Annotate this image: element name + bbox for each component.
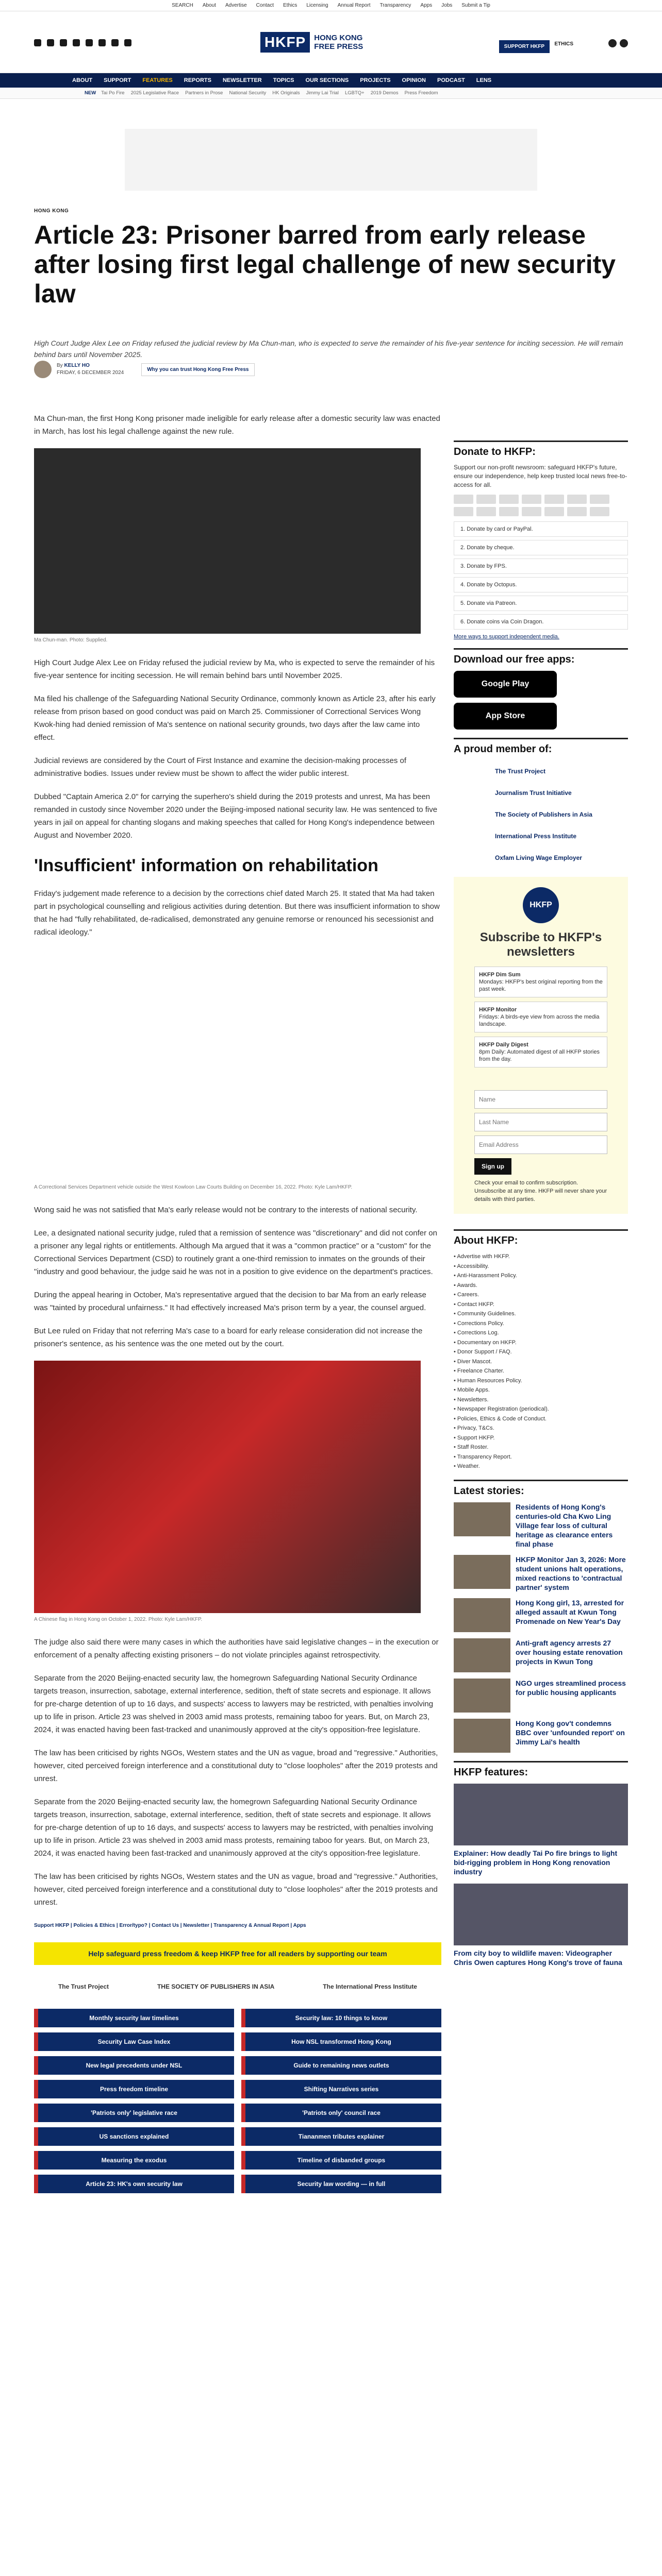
chinese-lang-icon[interactable] <box>608 39 617 47</box>
twitter-icon[interactable] <box>47 39 54 46</box>
app-store-button[interactable]: App Store <box>454 703 557 730</box>
story-thumbnail <box>454 1638 510 1672</box>
why-trust-link[interactable]: Why you can trust Hong Kong Free Press <box>141 363 254 376</box>
about-link[interactable]: • Privacy, T&Cs. <box>454 1423 628 1433</box>
guide-button[interactable]: Guide to remaining news outlets <box>241 2056 441 2075</box>
about-link[interactable]: • Weather. <box>454 1462 628 1471</box>
topbar-link[interactable]: SEARCH <box>172 3 193 8</box>
story-headline[interactable]: NGO urges streamlined process for public housing applicants <box>516 1679 626 1697</box>
trust-logo[interactable]: The International Press Institute <box>323 1983 417 1990</box>
paragraph: Lee, a designated national security judge, ruled that a remission of sentence was "discretionary" and did not confer on a prisoner any legal rights or entitlements. Although Ma argued that it was a "common practice" or a "custom" for the Correctional Services Department (CSD) to routinely grant a one-third remission to inmates on the grounds of their "industry and good behaviour, the judge said he was not in a position to give evidence on the department's practices. <box>34 1229 437 1276</box>
donate-option[interactable]: 2. Donate by cheque. <box>454 540 628 555</box>
youtube-icon[interactable] <box>86 39 93 46</box>
paragraph: Separate from the 2020 Beijing-enacted security law, the homegrown Safeguarding National Security Ordinance targets treason, insurrection, sabotage, external interference, sedition, theft of state secrets and espionage. It allows for pre-charge detention of up to 16 days, and suspects' access to lawyers may be restricted, with penalties involving up to life in prison. Article 23 was shelved in 2003 amid mass protests, remaining taboo for years. But, on March 23, 2024, it was enacted having been fast-tracked and unanimously approved at the city's opposition-free legislature. <box>34 1674 434 1734</box>
top-utility-bar <box>0 0 662 11</box>
donate-option[interactable]: 3. Donate by FPS. <box>454 558 628 574</box>
article-date: FRIDAY, 6 DECEMBER 2024 <box>57 370 124 376</box>
members-box <box>454 738 628 869</box>
about-link[interactable]: • Corrections Policy. <box>454 1319 628 1329</box>
feature-headline[interactable]: From city boy to wildlife maven: Videographer Chris Owen captures Hong Kong's trove of fauna <box>454 1948 622 1967</box>
hkfp-badge: HKFP <box>523 887 559 923</box>
paragraph: But Lee ruled on Friday that not referring Ma's case to a board for early release consideration did not increase the prisoner's sentence, as his sentence was the one meted out by the court. <box>34 1327 423 1348</box>
security-law-guide <box>34 2009 441 2193</box>
ad-slot <box>125 129 537 191</box>
donate-option[interactable]: 1. Donate by card or PayPal. <box>454 521 628 537</box>
guide-button[interactable]: 'Patriots only' council race <box>241 2104 441 2122</box>
about-link[interactable]: • Careers. <box>454 1290 628 1300</box>
topbar-link[interactable]: Advertise <box>225 3 247 8</box>
donate-box <box>454 440 628 640</box>
member-logo[interactable]: International Press Institute <box>495 833 577 840</box>
site-logo[interactable] <box>260 32 363 53</box>
story-thumbnail <box>454 1555 510 1589</box>
ethics-link[interactable]: ETHICS <box>554 41 573 47</box>
nav-item[interactable]: OPINION <box>402 77 426 83</box>
nav-item[interactable]: REPORTS <box>184 77 211 83</box>
latest-story[interactable] <box>454 1719 628 1753</box>
nav-item[interactable]: OUR SECTIONS <box>305 77 349 83</box>
story-headline[interactable]: Anti-graft agency arrests 27 over housing estate renovation projects in Kwun Tong <box>516 1638 623 1666</box>
nav-item[interactable]: ABOUT <box>72 77 93 83</box>
site-header <box>0 11 662 73</box>
photo-caption: Ma Chun-man. Photo: Supplied. <box>34 637 108 643</box>
story-headline[interactable]: Hong Kong girl, 13, arrested for alleged assault at Kwun Tong Promenade on New Year's Day <box>516 1598 624 1625</box>
topbar-link[interactable]: Jobs <box>441 3 453 8</box>
latest-box <box>454 1480 628 1753</box>
main-nav <box>0 73 662 88</box>
paragraph: Separate from the 2020 Beijing-enacted security law, the homegrown Safeguarding National Security Ordinance targets treason, insurrection, sabotage, external interference, sedition, theft of state secrets and espionage. It allows for pre-charge detention of up to 16 days, and suspects' access to lawyers may be restricted, with penalties involving up to life in prison. Article 23 was shelved in 2003 amid mass protests, remaining taboo for years. But, on March 23, 2024, it was enacted having been fast-tracked and unanimously approved at the city's opposition-free legislature. <box>34 1798 434 1858</box>
topbar-link[interactable]: About <box>202 3 216 8</box>
nav-item[interactable]: PODCAST <box>437 77 465 83</box>
nav-item[interactable]: SUPPORT <box>104 77 131 83</box>
guide-button[interactable]: Tiananmen tributes explainer <box>241 2127 441 2146</box>
paragraph: Ma Chun-man, the first Hong Kong prisoner made ineligible for early release after a domestic security law was enacted in March, has lost his legal challenge against the new rule. <box>34 414 440 436</box>
footer-links[interactable]: Support HKFP | Policies & Ethics | Error/typo? | Contact Us | Newsletter | Transparency & Annual Report | Apps <box>34 1923 306 1928</box>
dark-mode-icon[interactable] <box>620 39 628 47</box>
about-link[interactable]: • Awards. <box>454 1281 628 1291</box>
about-link[interactable]: • Support HKFP. <box>454 1433 628 1443</box>
paragraph: Dubbed "Captain America 2.0" for carrying the superhero's shield during the 2019 protests and unrest, Ma has been remanded in custody since November 2020 under the Beijing-imposed national security law. He was sentenced to five years in jail on appeal for chanting slogans and making speeches that called for Hong Kong's independence between August and November 2020. <box>34 792 438 840</box>
paragraph: The law has been criticised by rights NGOs, Western states and the UN as vague, broad and "regressive." Authorities, however, cited perceived foreign interference and a constitutional duty to "close loopholes" after the 2019 protests and unrest. <box>34 1749 438 1783</box>
guide-button[interactable]: US sanctions explained <box>34 2127 234 2146</box>
guide-button[interactable]: Security Law Case Index <box>34 2032 234 2051</box>
logo-mark: HKFP <box>260 32 310 53</box>
nav-item[interactable]: TOPICS <box>273 77 294 83</box>
donate-title: Donate to HKFP: <box>454 446 536 457</box>
support-promo-banner[interactable]: Help safeguard press freedom & keep HKFP free for all readers by supporting our team <box>34 1942 441 1965</box>
guide-button[interactable]: Press freedom timeline <box>34 2080 234 2098</box>
ticker-item[interactable]: Partners in Prose <box>185 90 223 96</box>
story-thumbnail <box>454 1598 510 1632</box>
article-title: Article 23: Prisoner barred from early release after losing first legal challenge of new security law <box>34 221 616 308</box>
topbar-link[interactable]: Apps <box>420 3 433 8</box>
newsletter-desc: Mondays: HKFP's best original reporting from the past week. <box>479 979 603 992</box>
newsletter-note: Check your email to confirm subscription. Unsubscribe at any time. HKFP will never share your details with third parties. <box>474 1180 607 1202</box>
apps-title: Download our free apps: <box>454 654 575 665</box>
photo-caption: A Correctional Services Department vehicle outside the West Kowloon Law Courts Building on December 16, 2022. Photo: Kyle Lam/HKFP. <box>34 1184 353 1190</box>
topbar-link[interactable]: Ethics <box>283 3 297 8</box>
latest-story[interactable] <box>454 1502 628 1549</box>
donate-text: Support our non-profit newsroom: safeguard HKFP's future, ensure our independence, help keep trusted local news free-to-access for all. <box>454 464 627 488</box>
story-headline[interactable]: HKFP Monitor Jan 3, 2026: More student unions halt operations, mixed reactions to 'contractual partner' system <box>516 1555 626 1591</box>
latest-title: Latest stories: <box>454 1485 524 1497</box>
latest-story[interactable] <box>454 1638 628 1672</box>
photo-caption: A Chinese flag in Hong Kong on October 1, 2022. Photo: Kyle Lam/HKFP. <box>34 1617 203 1622</box>
csd-vehicle-photo <box>34 949 421 1181</box>
telegram-icon[interactable] <box>111 39 119 46</box>
feature-headline[interactable]: Explainer: How deadly Tai Po fire brings to light bid-rigging problem in Hong Kong renovation industry <box>454 1849 618 1876</box>
member-logo[interactable]: The Society of Publishers in Asia <box>495 811 592 818</box>
about-link[interactable]: • Anti-Harassment Policy. <box>454 1271 628 1281</box>
newsletter-signup <box>454 877 628 1214</box>
paragraph: During the appeal hearing in October, Ma's representative argued that the decision to bar Ma from an early release was "tainted by procedural unfairness." It had effectively increased Ma's prison term by a year, the counsel argued. <box>34 1291 426 1312</box>
donate-option[interactable]: 5. Donate via Patreon. <box>454 596 628 611</box>
logo-line2: FREE PRESS <box>314 42 363 51</box>
donate-option[interactable]: 4. Donate by Octopus. <box>454 577 628 592</box>
features-title: HKFP features: <box>454 1766 528 1778</box>
paragraph: Ma filed his challenge of the Safeguarding National Security Ordinance, commonly known as Article 23, after his early release from prison based on good conduct was paid on March 25. Commissioner of Correctional Services Wong Kwok-hing had denied remission of Ma's sentence on national security grounds, two days after the law came into effect. <box>34 694 436 742</box>
trust-logos <box>34 1980 441 1993</box>
ticker-item[interactable]: LGBTQ+ <box>344 90 365 96</box>
newsletter-name: HKFP Dim Sum <box>479 972 521 978</box>
about-link[interactable]: • Transparency Report. <box>454 1452 628 1462</box>
google-play-button[interactable]: Google Play <box>454 671 557 698</box>
paragraph: The law has been criticised by rights NGOs, Western states and the UN as vague, broad and "regressive." Authorities, however, cited perceived foreign interference and a constitutional duty to "close loopholes" after the 2019 protests and unrest. <box>34 1872 438 1907</box>
guide-button[interactable]: Monthly security law timelines <box>34 2009 234 2027</box>
topbar-link[interactable]: Licensing <box>306 3 328 8</box>
instagram-icon[interactable] <box>60 39 67 46</box>
language-switch[interactable] <box>608 39 628 47</box>
article-dek: High Court Judge Alex Lee on Friday refused the judicial review by Ma Chun-man, who is expected to serve the remainder of his five-year sentence for inciting secession. He will remain behind bars until November 2025. <box>34 339 623 359</box>
ticker-item[interactable]: Press Freedom <box>404 90 438 96</box>
about-link[interactable]: • Advertise with HKFP. <box>454 1252 628 1262</box>
support-hkfp-button[interactable]: SUPPORT HKFP <box>499 40 550 53</box>
trust-logo[interactable]: THE SOCIETY OF PUBLISHERS IN ASIA <box>157 1983 275 1990</box>
newsletter-name: HKFP Daily Digest <box>479 1042 528 1048</box>
donate-option[interactable]: 6. Donate coins via Coin Dragon. <box>454 614 628 630</box>
email-field[interactable] <box>474 1136 607 1154</box>
topbar-link[interactable]: Contact <box>256 3 274 8</box>
nav-item[interactable]: PROJECTS <box>360 77 391 83</box>
facebook-icon[interactable] <box>34 39 41 46</box>
about-link[interactable]: • Community Guidelines. <box>454 1309 628 1319</box>
about-link[interactable]: • Accessibility. <box>454 1262 628 1272</box>
nav-item[interactable]: LENS <box>476 77 492 83</box>
newsletter-name: HKFP Monitor <box>479 1007 517 1013</box>
guide-button[interactable]: Article 23: HK's own security law <box>34 2175 234 2193</box>
guide-button[interactable]: Measuring the exodus <box>34 2151 234 2170</box>
story-thumbnail <box>454 1502 510 1536</box>
ticker-item[interactable]: 2019 Demos <box>370 90 399 96</box>
ticker-item[interactable]: National Security <box>229 90 267 96</box>
about-link[interactable]: • Documentary on HKFP. <box>454 1338 628 1348</box>
about-link[interactable]: • Newsletters. <box>454 1395 628 1405</box>
email-icon[interactable] <box>98 39 106 46</box>
newsletter-title: Subscribe to HKFP's newsletters <box>479 930 602 959</box>
paragraph: Friday's judgement made reference to a decision by the corrections chief dated March 25. It stated that Ma had taken part in psychological counselling and religious activities during detention. But there was insufficient information to show that he had "fully rehabilitated, de-radicalised, demonstrated any genuine remorse or renounced his secessionist and radical ideology." <box>34 889 440 937</box>
author-name[interactable]: KELLY HO <box>64 363 90 368</box>
story-headline[interactable]: Residents of Hong Kong's centuries-old Cha Kwo Ling Village fear loss of cultural heritage as clearance enters final phase <box>516 1502 613 1548</box>
about-link[interactable]: • Diver Mascot. <box>454 1357 628 1367</box>
subheading: 'Insufficient' information on rehabilitation <box>34 856 378 875</box>
about-link[interactable]: • Newspaper Registration (periodical). <box>454 1404 628 1414</box>
story-thumbnail <box>454 1719 510 1753</box>
ticker-item[interactable]: HK Originals <box>272 90 300 96</box>
about-link[interactable]: • Mobile Apps. <box>454 1385 628 1395</box>
about-link[interactable]: • Freelance Charter. <box>454 1366 628 1376</box>
guide-button[interactable]: Shifting Narratives series <box>241 2080 441 2098</box>
payment-methods[interactable] <box>454 495 628 516</box>
ticker-item[interactable]: 2025 Legislative Race <box>130 90 179 96</box>
topbar-link[interactable]: Transparency <box>379 3 411 8</box>
newsletter-desc: Fridays: A birds-eye view from across the media landscape. <box>479 1014 600 1027</box>
ma-chun-man-photo <box>34 448 421 634</box>
topbar-link[interactable]: Submit a Tip <box>461 3 490 8</box>
latest-story[interactable] <box>454 1555 628 1592</box>
about-link[interactable]: • Corrections Log. <box>454 1328 628 1338</box>
trending-ticker <box>0 88 662 99</box>
logo-line1: HONG KONG <box>314 33 363 42</box>
last-name-field[interactable] <box>474 1113 607 1131</box>
about-link[interactable]: • Human Resources Policy. <box>454 1376 628 1386</box>
guide-button[interactable]: New legal precedents under NSL <box>34 2056 234 2075</box>
apps-box <box>454 648 628 730</box>
paragraph: Wong said he was not satisfied that Ma's early release would not be contrary to the interests of national security. <box>34 1206 418 1214</box>
more-ways-link[interactable]: More ways to support independent media. <box>454 634 559 640</box>
guide-button[interactable]: 'Patriots only' legislative race <box>34 2104 234 2122</box>
ticker-label: NEW <box>85 90 96 96</box>
chinese-flag-photo <box>34 1361 421 1613</box>
about-link[interactable]: • Staff Roster. <box>454 1443 628 1452</box>
sign-up-button[interactable]: Sign up <box>474 1158 511 1175</box>
about-link[interactable]: • Contact HKFP. <box>454 1300 628 1310</box>
ticker-item[interactable]: Jimmy Lai Trial <box>306 90 339 96</box>
name-field[interactable] <box>474 1090 607 1109</box>
paragraph: Judicial reviews are considered by the Court of First Instance and examine the decision-making processes of administrative bodies. Issues under review must be shown to affect the wider public interest. <box>34 756 407 778</box>
patreon-icon[interactable] <box>124 39 131 46</box>
social-icons <box>34 39 131 46</box>
nav-item[interactable]: FEATURES <box>142 77 173 83</box>
author-avatar <box>34 361 52 378</box>
about-link[interactable]: • Donor Support / FAQ. <box>454 1347 628 1357</box>
newsletter-option[interactable] <box>474 1002 607 1032</box>
latest-story[interactable] <box>454 1679 628 1713</box>
trust-logo[interactable]: The Trust Project <box>58 1983 109 1990</box>
members-title: A proud member of: <box>454 743 552 755</box>
newsletter-option[interactable] <box>474 1037 607 1067</box>
guide-button[interactable]: How NSL transformed Hong Kong <box>241 2032 441 2051</box>
about-box <box>454 1229 628 1471</box>
nav-item[interactable]: NEWSLETTER <box>222 77 262 83</box>
byline: By KELLY HO FRIDAY, 6 DECEMBER 2024 Why you can trust Hong Kong Free Press <box>34 361 255 378</box>
newsletter-option[interactable] <box>474 967 607 997</box>
ticker-item[interactable]: Tai Po Fire <box>101 90 125 96</box>
about-title: About HKFP: <box>454 1235 518 1246</box>
feature-image[interactable] <box>454 1784 628 1845</box>
features-box <box>454 1761 628 1967</box>
latest-story[interactable] <box>454 1598 628 1632</box>
story-headline[interactable]: Hong Kong gov't condemns BBC over 'unfounded report' on Jimmy Lai's health <box>516 1719 625 1746</box>
paragraph: The judge also said there were many cases in which the authorities have said legislative changes – in the execution or enforcement of a penalty affecting existing prisoners – do not violate principles against retrospectivity. <box>34 1638 439 1659</box>
section-label[interactable]: HONG KONG <box>34 208 69 214</box>
member-logo[interactable]: Journalism Trust Initiative <box>495 789 572 796</box>
guide-button[interactable]: Timeline of disbanded groups <box>241 2151 441 2170</box>
newsletter-desc: 8pm Daily: Automated digest of all HKFP stories from the day. <box>479 1049 600 1062</box>
sidebar <box>454 440 628 1975</box>
article-body <box>34 412 441 2193</box>
about-link[interactable]: • Policies, Ethics & Code of Conduct. <box>454 1414 628 1424</box>
member-logo[interactable]: Oxfam Living Wage Employer <box>495 854 582 861</box>
topbar-link[interactable]: Annual Report <box>337 3 371 8</box>
feature-image[interactable] <box>454 1884 628 1945</box>
guide-button[interactable]: Security law: 10 things to know <box>241 2009 441 2027</box>
threads-icon[interactable] <box>73 39 80 46</box>
member-logo[interactable]: The Trust Project <box>495 768 546 775</box>
story-thumbnail <box>454 1679 510 1713</box>
paragraph: High Court Judge Alex Lee on Friday refused the judicial review by Ma, who is expected to serve the remainder of his five-year sentence for inciting secession. He will remain behind bars until November 2025. <box>34 658 435 680</box>
guide-button[interactable]: Security law wording — in full <box>241 2175 441 2193</box>
